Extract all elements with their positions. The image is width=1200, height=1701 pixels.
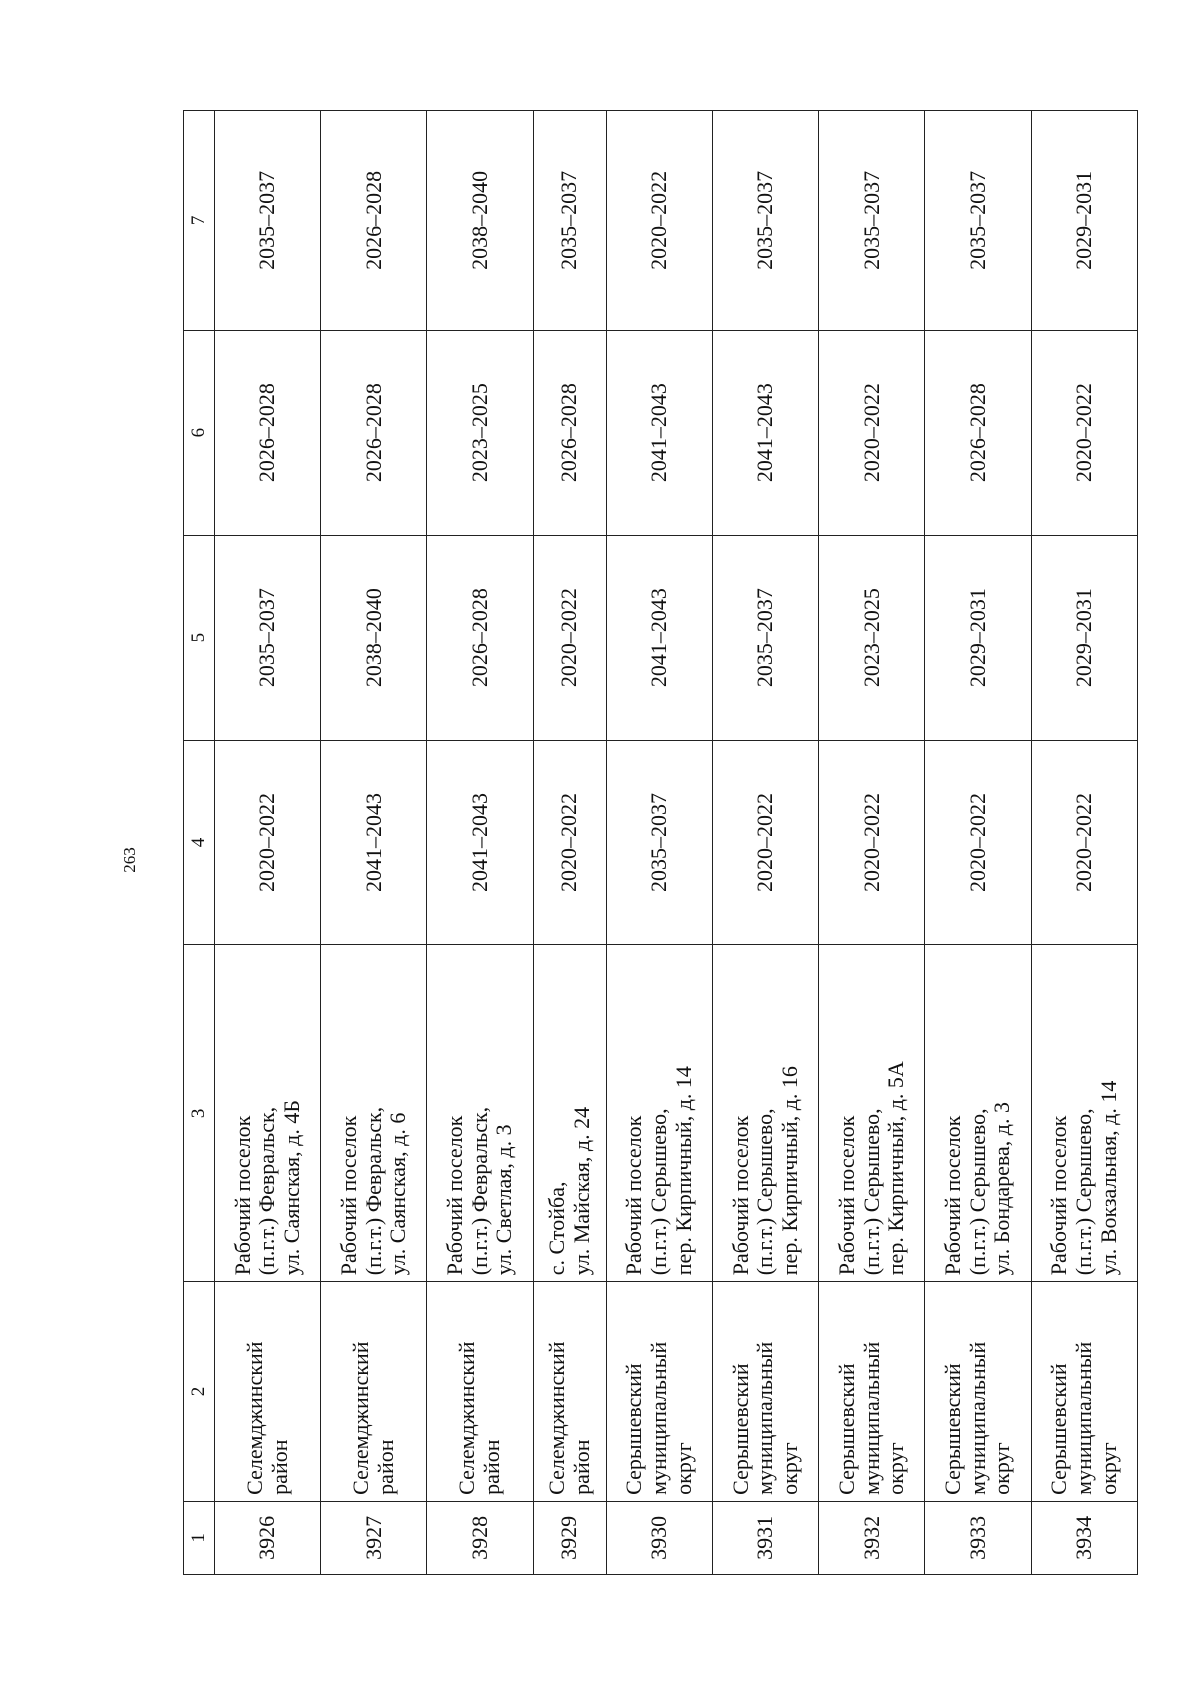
row-address: Рабочий поселок (п.г.т.) Февральск, ул. Светлая, д. 3 <box>427 945 533 1282</box>
table-row <box>606 111 712 1575</box>
header-col-6: 6 <box>184 330 215 535</box>
row-district: Серышевский муниципальный округ <box>1031 1282 1137 1502</box>
row-period-col-4: 2020–2022 <box>1031 740 1137 945</box>
row-period-col-5: 2035–2037 <box>713 535 819 740</box>
rotated-table-wrapper <box>0 170 1200 1560</box>
header-col-1: 1 <box>184 1501 215 1574</box>
header-row <box>184 111 215 1575</box>
row-id: 3929 <box>533 1501 606 1574</box>
row-id: 3934 <box>1031 1501 1137 1574</box>
row-period-col-4: 2020–2022 <box>215 740 321 945</box>
row-period-col-7: 2026–2028 <box>321 111 427 331</box>
row-period-col-4: 2035–2037 <box>606 740 712 945</box>
row-period-col-4: 2020–2022 <box>713 740 819 945</box>
row-id: 3930 <box>606 1501 712 1574</box>
row-period-col-4: 2041–2043 <box>427 740 533 945</box>
row-period-col-6: 2041–2043 <box>713 330 819 535</box>
row-address: Рабочий поселок (п.г.т.) Серышево, пер. Кирпичный, д. 14 <box>606 945 712 1282</box>
table-row <box>925 111 1031 1575</box>
schedule-table <box>183 110 1138 1575</box>
header-col-2: 2 <box>184 1282 215 1502</box>
row-period-col-7: 2029–2031 <box>1031 111 1137 331</box>
row-id: 3928 <box>427 1501 533 1574</box>
row-address: Рабочий поселок (п.г.т.) Февральск, ул. Саянская, д. 6 <box>321 945 427 1282</box>
row-district: Серышевский муниципальный округ <box>713 1282 819 1502</box>
table-row <box>321 111 427 1575</box>
row-address: с. Стойба, ул. Майская, д. 24 <box>533 945 606 1282</box>
row-period-col-5: 2041–2043 <box>606 535 712 740</box>
row-period-col-6: 2026–2028 <box>925 330 1031 535</box>
row-id: 3926 <box>215 1501 321 1574</box>
row-period-col-6: 2023–2025 <box>427 330 533 535</box>
row-period-col-5: 2023–2025 <box>819 535 925 740</box>
row-district: Селемджинский район <box>321 1282 427 1502</box>
row-district: Серышевский муниципальный округ <box>819 1282 925 1502</box>
row-period-col-6: 2020–2022 <box>819 330 925 535</box>
row-address: Рабочий поселок (п.г.т.) Серышево, пер. Кирпичный, д. 5А <box>819 945 925 1282</box>
table-row <box>1031 111 1137 1575</box>
row-period-col-4: 2020–2022 <box>819 740 925 945</box>
header-col-5: 5 <box>184 535 215 740</box>
row-id: 3927 <box>321 1501 427 1574</box>
table-row <box>819 111 925 1575</box>
row-period-col-7: 2035–2037 <box>819 111 925 331</box>
row-address: Рабочий поселок (п.г.т.) Серышево, пер. Кирпичный, д. 16 <box>713 945 819 1282</box>
row-period-col-4: 2020–2022 <box>925 740 1031 945</box>
table-row <box>713 111 819 1575</box>
row-district: Селемджинский район <box>215 1282 321 1502</box>
row-district: Серышевский муниципальный округ <box>606 1282 712 1502</box>
row-period-col-5: 2020–2022 <box>533 535 606 740</box>
header-col-7: 7 <box>184 111 215 331</box>
row-district: Селемджинский район <box>427 1282 533 1502</box>
row-period-col-6: 2026–2028 <box>321 330 427 535</box>
row-period-col-6: 2026–2028 <box>215 330 321 535</box>
table-row <box>215 111 321 1575</box>
row-period-col-5: 2026–2028 <box>427 535 533 740</box>
table-row <box>533 111 606 1575</box>
row-period-col-4: 2041–2043 <box>321 740 427 945</box>
row-period-col-7: 2038–2040 <box>427 111 533 331</box>
row-period-col-7: 2035–2037 <box>713 111 819 331</box>
header-col-3: 3 <box>184 945 215 1282</box>
row-address: Рабочий поселок (п.г.т.) Февральск, ул. Саянская, д. 4Б <box>215 945 321 1282</box>
row-district: Серышевский муниципальный округ <box>925 1282 1031 1502</box>
row-period-col-6: 2020–2022 <box>1031 330 1137 535</box>
page-number: 263 <box>120 847 139 873</box>
row-period-col-6: 2041–2043 <box>606 330 712 535</box>
row-period-col-5: 2029–2031 <box>925 535 1031 740</box>
header-col-4: 4 <box>184 740 215 945</box>
row-period-col-6: 2026–2028 <box>533 330 606 535</box>
row-id: 3933 <box>925 1501 1031 1574</box>
row-id: 3932 <box>819 1501 925 1574</box>
table-row <box>427 111 533 1575</box>
row-period-col-5: 2029–2031 <box>1031 535 1137 740</box>
row-period-col-7: 2035–2037 <box>215 111 321 331</box>
row-address: Рабочий поселок (п.г.т.) Серышево, ул. Вокзальная, д. 14 <box>1031 945 1137 1282</box>
row-id: 3931 <box>713 1501 819 1574</box>
row-period-col-7: 2020–2022 <box>606 111 712 331</box>
row-period-col-7: 2035–2037 <box>925 111 1031 331</box>
row-period-col-4: 2020–2022 <box>533 740 606 945</box>
row-period-col-5: 2035–2037 <box>215 535 321 740</box>
row-period-col-5: 2038–2040 <box>321 535 427 740</box>
row-period-col-7: 2035–2037 <box>533 111 606 331</box>
table-container <box>183 110 1138 1575</box>
row-district: Селемджинский район <box>533 1282 606 1502</box>
row-address: Рабочий поселок (п.г.т.) Серышево, ул. Бондарева, д. 3 <box>925 945 1031 1282</box>
